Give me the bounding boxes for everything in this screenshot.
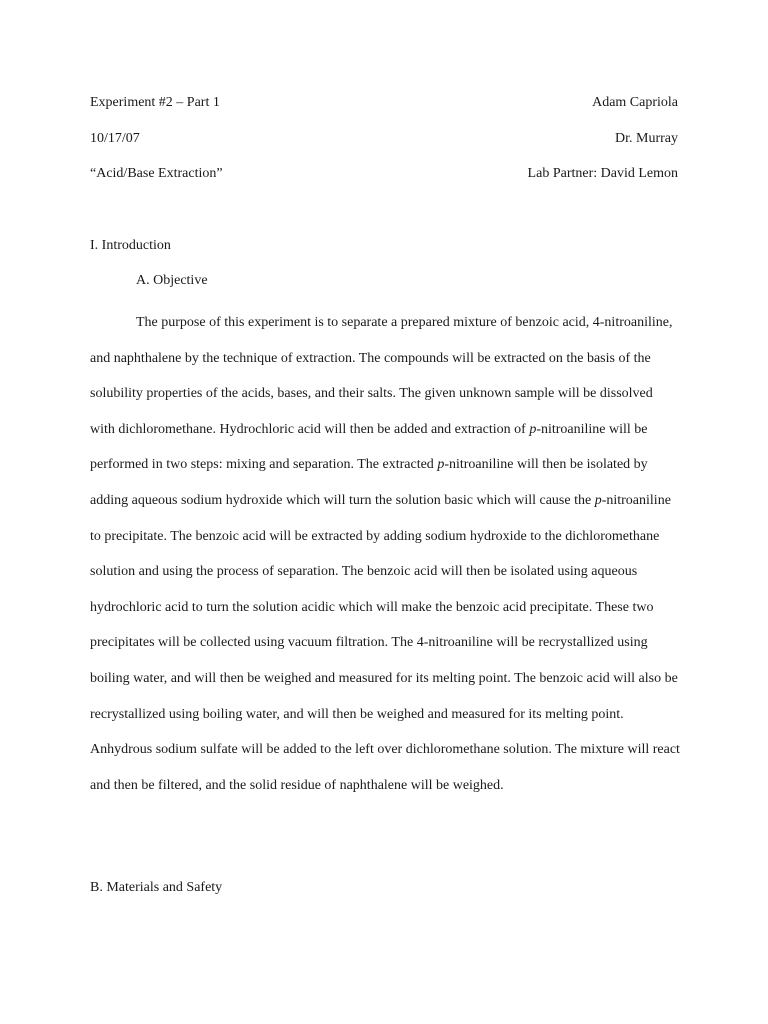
lab-partner: Lab Partner: David Lemon [527, 166, 678, 181]
author-name: Adam Capriola [592, 95, 678, 110]
text-segment: -nitroaniline to precipitate. The benzoic acid will be extracted by adding sodium hydroxide to the dichloromethane solution and using the process of separation. The benzoic acid will then be isolated using aqueous hydrochloric acid to turn the solution acidic which will make the benzoic acid precipitate. These two precipitates will be collected using vacuum filtration. The 4-nitroaniline will be recrystallized using boiling water, and will then be weighed and measured for its melting point. The benzoic acid will also be recrystallized using boiling water, and will then be weighed and measured for its melting point. Anhydrous sodium sulfate will be added to the left over dichloromethane solution. The mixture will react and then be filtered, and the solid residue of naphthalene will be weighed. [90, 492, 680, 793]
objective-paragraph [90, 305, 680, 803]
instructor-name: Dr. Murray [615, 131, 678, 146]
section-heading-materials: B. Materials and Safety [90, 880, 223, 895]
italic-p: p [529, 421, 537, 437]
text-segment: -nitroaniline will then be isolated by adding aqueous sodium hydroxide which will turn the solution basic which will cause the [90, 457, 648, 508]
italic-p: p [437, 457, 445, 473]
header-row-experiment [90, 94, 678, 112]
header-row-date [90, 130, 678, 148]
italic-p: p [594, 492, 602, 508]
text-segment: The purpose of this experiment is to separate a prepared mixture of benzoic acid, 4-nitroaniline, and naphthalene by the technique of extraction. The compounds will be extracted on the basis of the solubility properties of the acids, bases, and their salts. The given unknown sample will be dissolved with dichloromethane. Hydrochloric acid will then be added and extraction of [90, 315, 673, 437]
experiment-label: Experiment #2 – Part 1 [90, 95, 220, 110]
date-label: 10/17/07 [90, 131, 140, 146]
text-segment: -nitroaniline will be performed in two steps: mixing and separation. The extracted [90, 421, 648, 473]
section-heading-introduction: I. Introduction [90, 238, 171, 253]
section-heading-objective: A. Objective [136, 273, 208, 288]
header-row-title [90, 165, 678, 183]
experiment-title: “Acid/Base Extraction” [90, 166, 223, 181]
